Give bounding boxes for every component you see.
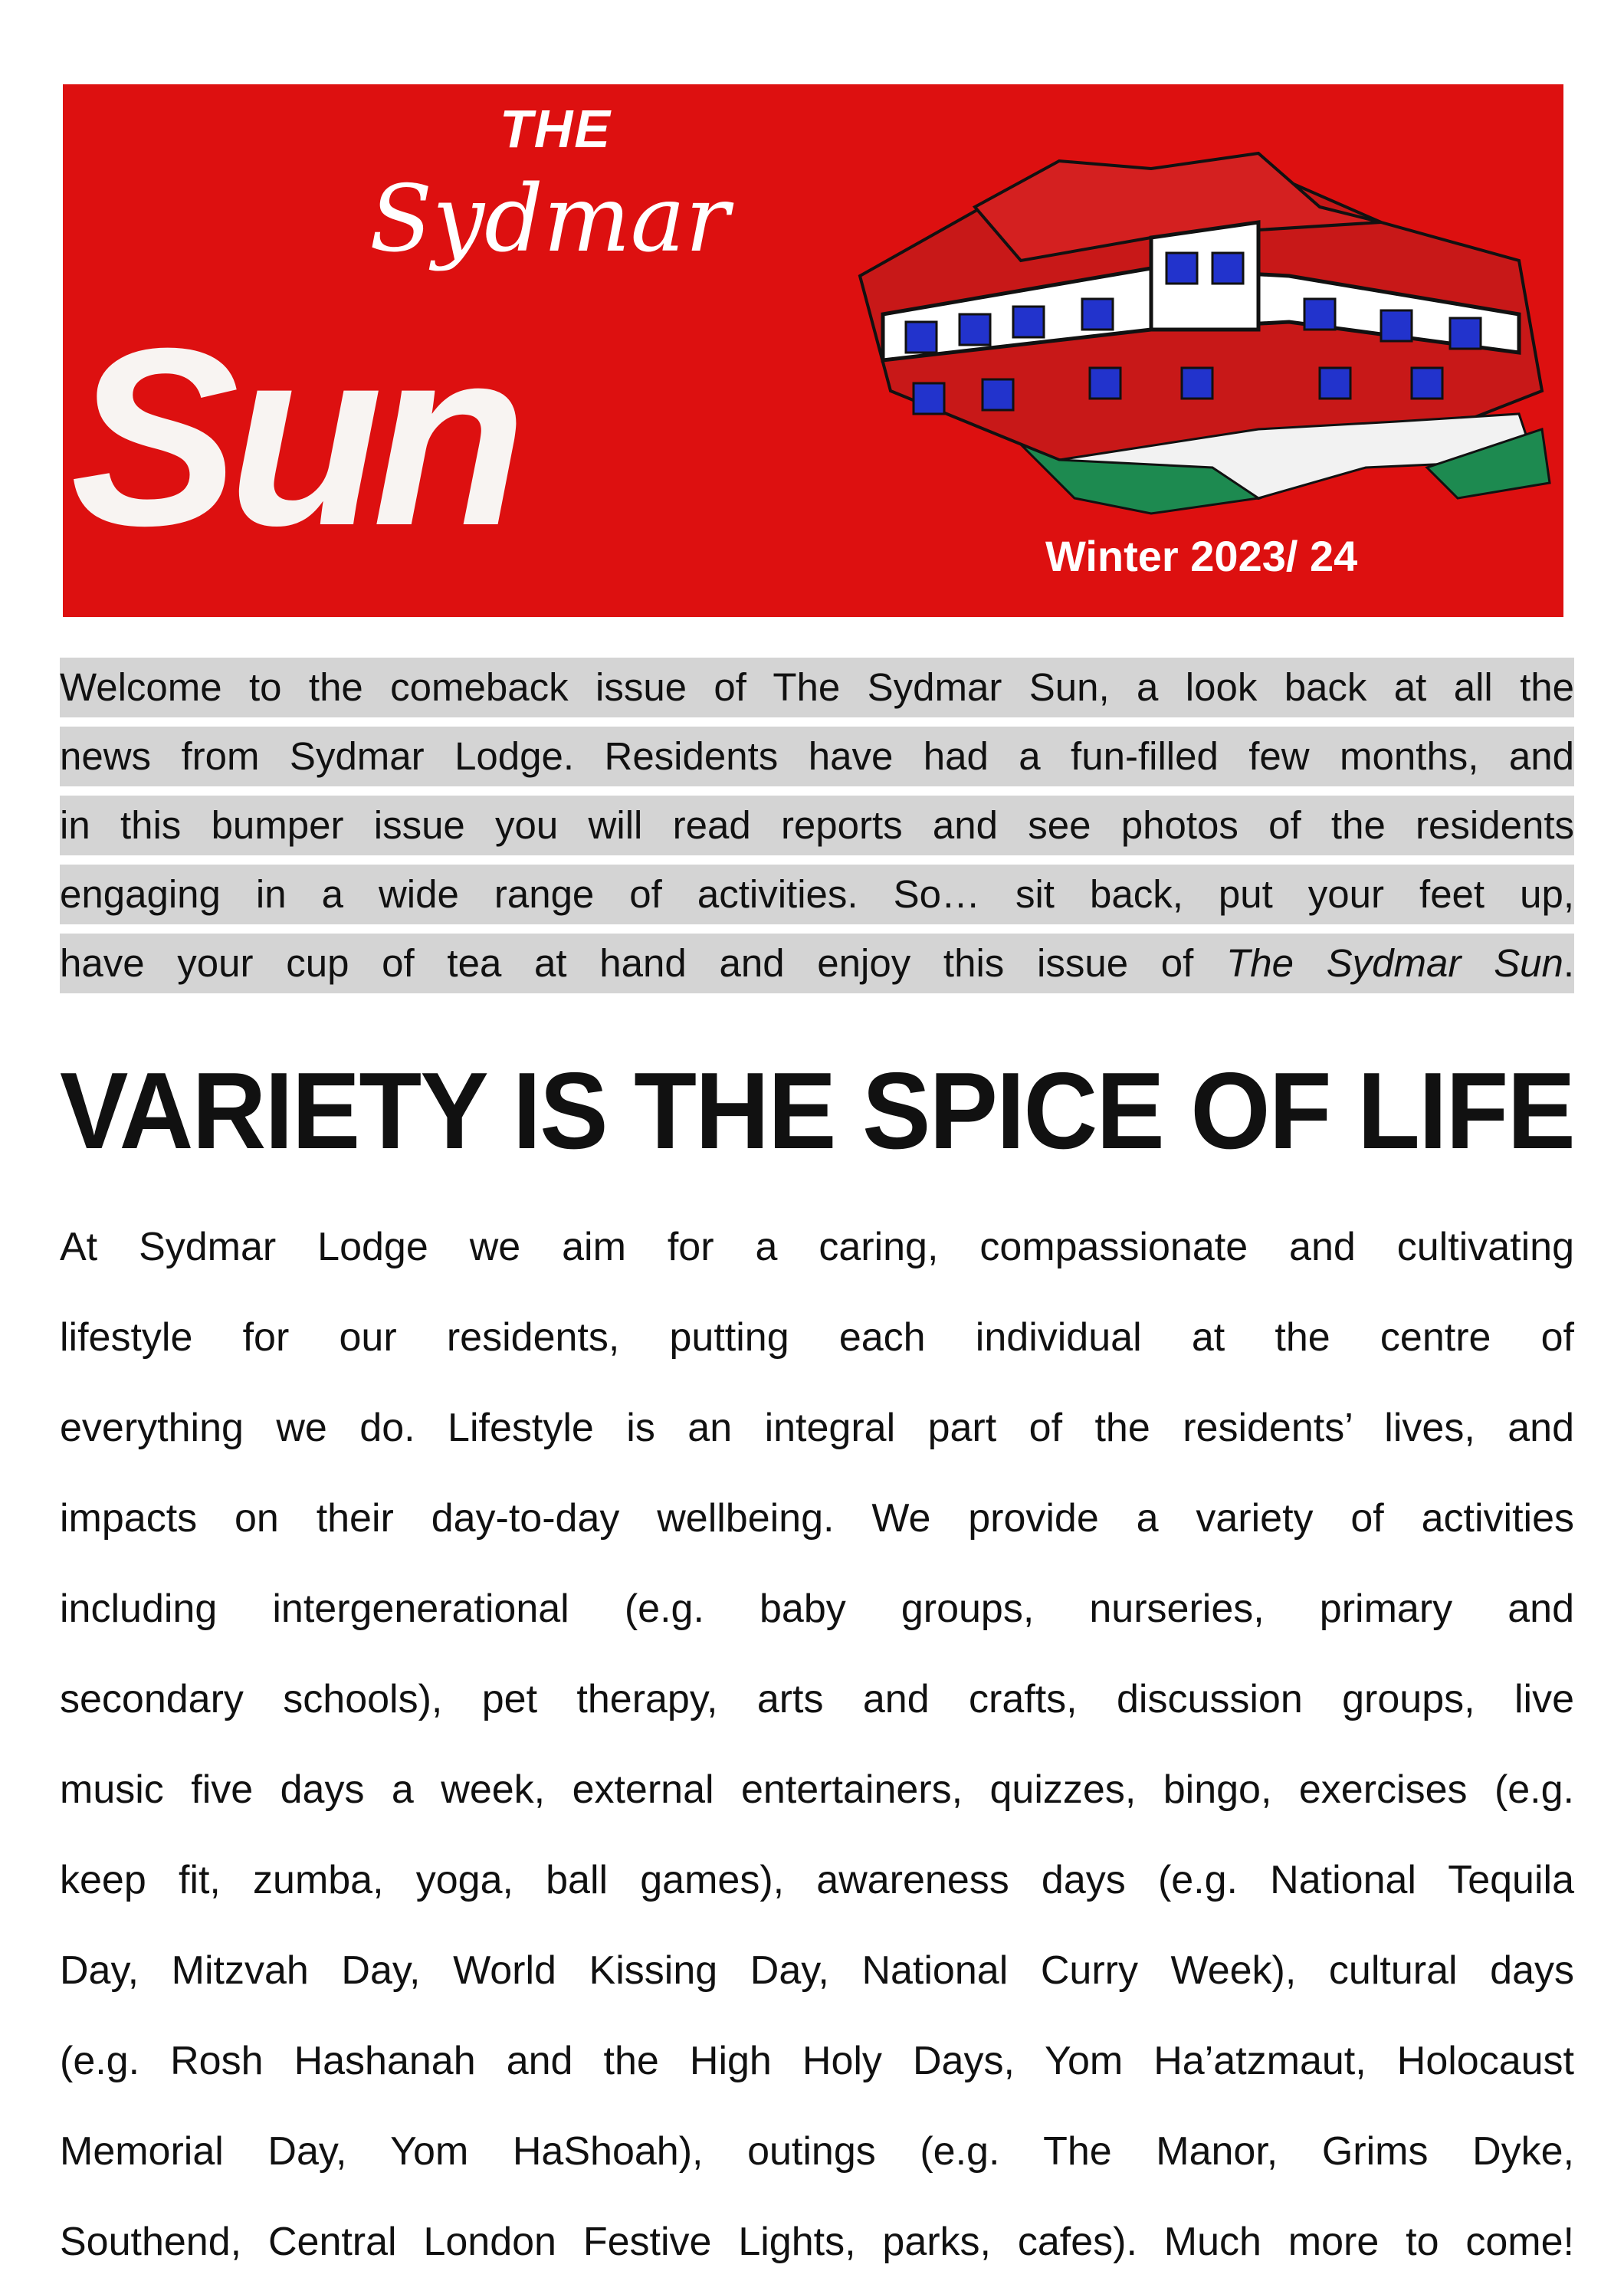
- sydmar-lodge-illustration: [829, 138, 1557, 521]
- article-line: including intergenerational (e.g. baby groups, nurseries, primary and: [60, 1587, 1574, 1631]
- intro-period: .: [1563, 941, 1574, 985]
- logo-the: THE: [500, 99, 612, 159]
- article-line: impacts on their day-to-day wellbeing. We provide a variety of activities: [60, 1496, 1574, 1541]
- headline: VARIETY IS THE SPICE OF LIFE: [60, 1050, 1574, 1172]
- article-line: music five days a week, external entertainers, quizzes, bingo, exercises (e.g.: [60, 1767, 1574, 1812]
- intro-line: in this bumper issue you will read reports and see photos of the residents: [60, 796, 1574, 855]
- article-body: [60, 1202, 1574, 2287]
- logo-sun: Sun: [71, 295, 517, 578]
- article-line: keep fit, zumba, yoga, ball games), awareness days (e.g. National Tequila: [60, 1858, 1574, 1902]
- article-line: At Sydmar Lodge we aim for a caring, compassionate and cultivating: [60, 1225, 1574, 1269]
- logo-sydmar: Sydmar: [369, 166, 730, 273]
- article-line: Southend, Central London Festive Lights, parks, cafes). Much more to come!: [60, 2220, 1574, 2264]
- article-line: secondary schools), pet therapy, arts and crafts, discussion groups, live: [60, 1677, 1574, 1721]
- intro-paragraph: [60, 658, 1574, 1003]
- article-line: lifestyle for our residents, putting each individual at the centre of: [60, 1315, 1574, 1360]
- article-line: everything we do. Lifestyle is an integral part of the residents’ lives, and: [60, 1406, 1574, 1450]
- intro-line: Welcome to the comeback issue of The Sydmar Sun, a look back at all the: [60, 658, 1574, 717]
- article-line: Day, Mitzvah Day, World Kissing Day, National Curry Week), cultural days: [60, 1948, 1574, 1993]
- intro-line: news from Sydmar Lodge. Residents have had a fun-filled few months, and: [60, 727, 1574, 786]
- article-line: (e.g. Rosh Hashanah and the High Holy Days, Yom Ha’atzmaut, Holocaust: [60, 2039, 1574, 2083]
- article-line: Memorial Day, Yom HaShoah), outings (e.g. The Manor, Grims Dyke,: [60, 2129, 1574, 2174]
- issue-date: Winter 2023/ 24: [1045, 532, 1358, 580]
- intro-text: have your cup of tea at hand and enjoy this issue of: [60, 941, 1194, 985]
- intro-line-last: [60, 934, 1574, 993]
- newsletter-title: The Sydmar Sun: [1226, 941, 1563, 985]
- masthead-banner: [63, 84, 1563, 617]
- intro-line: engaging in a wide range of activities. So… sit back, put your feet up,: [60, 865, 1574, 924]
